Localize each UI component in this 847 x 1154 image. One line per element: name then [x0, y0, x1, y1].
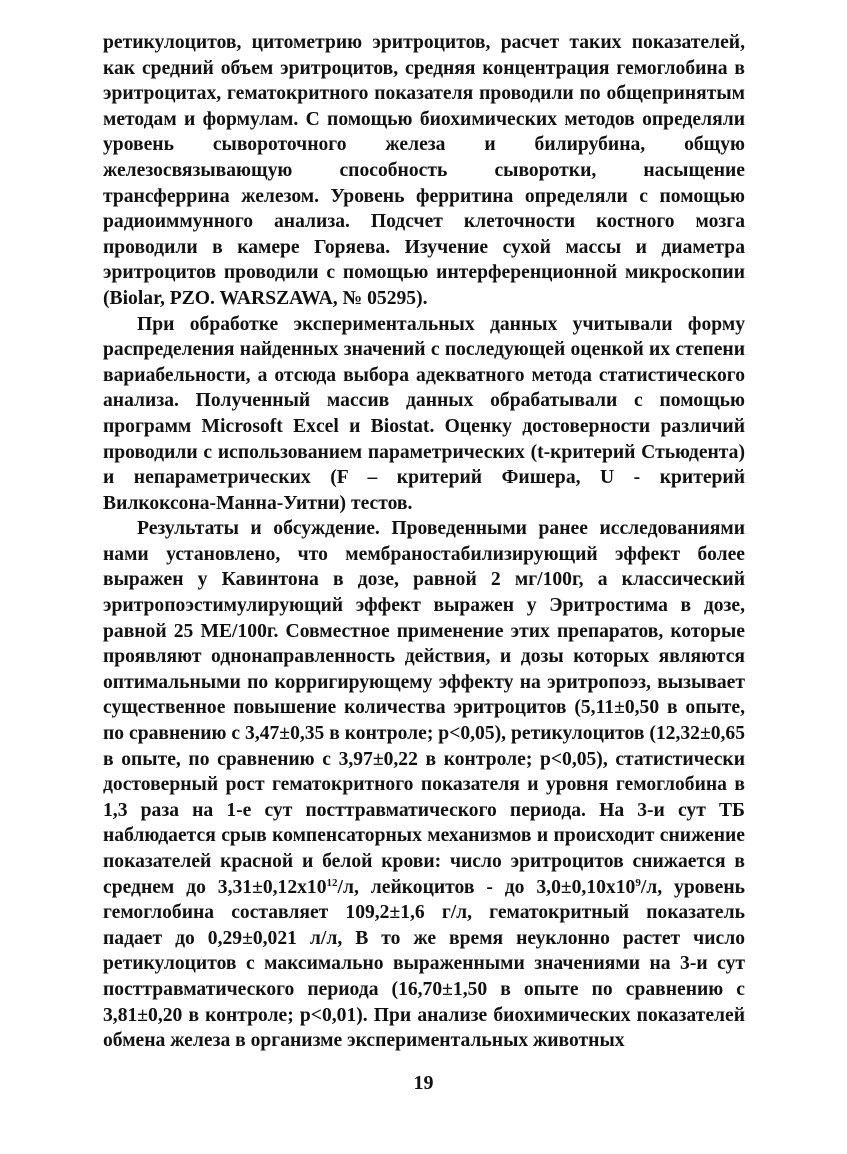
paragraph-statistics: При обработке экспериментальных данных учитывали форму распределения найденных значений с последующей оценкой их степени вариабельности, а отсюда выбора адекватного метода статистического анализа. Полученный массив данных обрабатывали с помощью программ Microsoft Excel и Biostat. Оценку достоверности различий проводили с использованием параметрических (t-критерий Стьюдента) и непараметрических (F – критерий Фишера, U - критерий Вилкоксона-Манна-Уитни) тестов.: [103, 313, 745, 514]
results-heading: Результаты и обсуждение.: [137, 518, 380, 540]
results-text-part-1: Проведенными ранее исследованиями нами установлено, что мембраностабилизирующий эффект более выражен у Кавинтона в дозе, равной 2 мг/100г, а классический эритропоэстимулирующий эффект выражен у Эритростима в дозе, равной 25 МЕ/100г. Совместное применение этих препаратов, которые проявляют однонаправленность действия, и дозы которых являются оптимальными по корригирующему эффекту на эритропоэз, вызывает существенное повышение количества эритроцитов (5,11±0,50 в опыте, по сравнению с 3,47±0,35 в контроле; p<0,05), ретикулоцитов (12,32±0,65 в опыте, по сравнению с 3,97±0,22 в контроле; p<0,05), статистически достоверный рост гематокритного показателя и уровня гемоглобина в 1,3 раза на 1-е сут посттравматического периода. На 3-и сут ТБ наблюдается срыв компенсаторных механизмов и происходит снижение показателей красной и белой крови: число эритроцитов снижается в среднем до 3,31±0,12х10: [103, 518, 745, 898]
exponent-erythrocytes: 12: [326, 876, 338, 889]
results-text-part-3: /л, уровень гемоглобина составляет 109,2±1,6 г/л, гематокритный показатель падает до 0,29±0,021 л/л, В то же время неуклонно растет число ретикулоцитов с максимально выраженными значениями на 3-и сут посттравматического периода (16,70±1,50 в опыте по сравнению с 3,81±0,20 в контроле; p<0,01). При анализе биохимических показателей обмена железа в организме экспериментальных животных: [103, 876, 745, 1052]
paragraph-results: [103, 516, 745, 1053]
results-text-part-2: /л, лейкоцитов - до 3,0±0,10х10: [337, 876, 636, 898]
page-number: 19: [413, 1072, 434, 1094]
paragraph-methods: ретикулоцитов, цитометрию эритроцитов, расчет таких показателей, как средний объем эритроцитов, средняя концентрация гемоглобина в эритроцитах, гематокритного показателя проводили по общепринятым методам и формулам. С помощью биохимических методов определяли уровень сывороточного железа и билирубина, общую железосвязывающую способность сыворотки, насыщение трансферрина железом. Уровень ферритина определяли с помощью радиоиммунного анализа. Подсчет клеточности костного мозга проводили в камере Горяева. Изучение сухой массы и диаметра эритроцитов проводили с помощью интерференционной микроскопии (Biolar, PZO. WARSZAWA, № 05295).: [103, 32, 745, 309]
exponent-leukocytes: 9: [635, 876, 641, 889]
page-body: [103, 30, 745, 1054]
